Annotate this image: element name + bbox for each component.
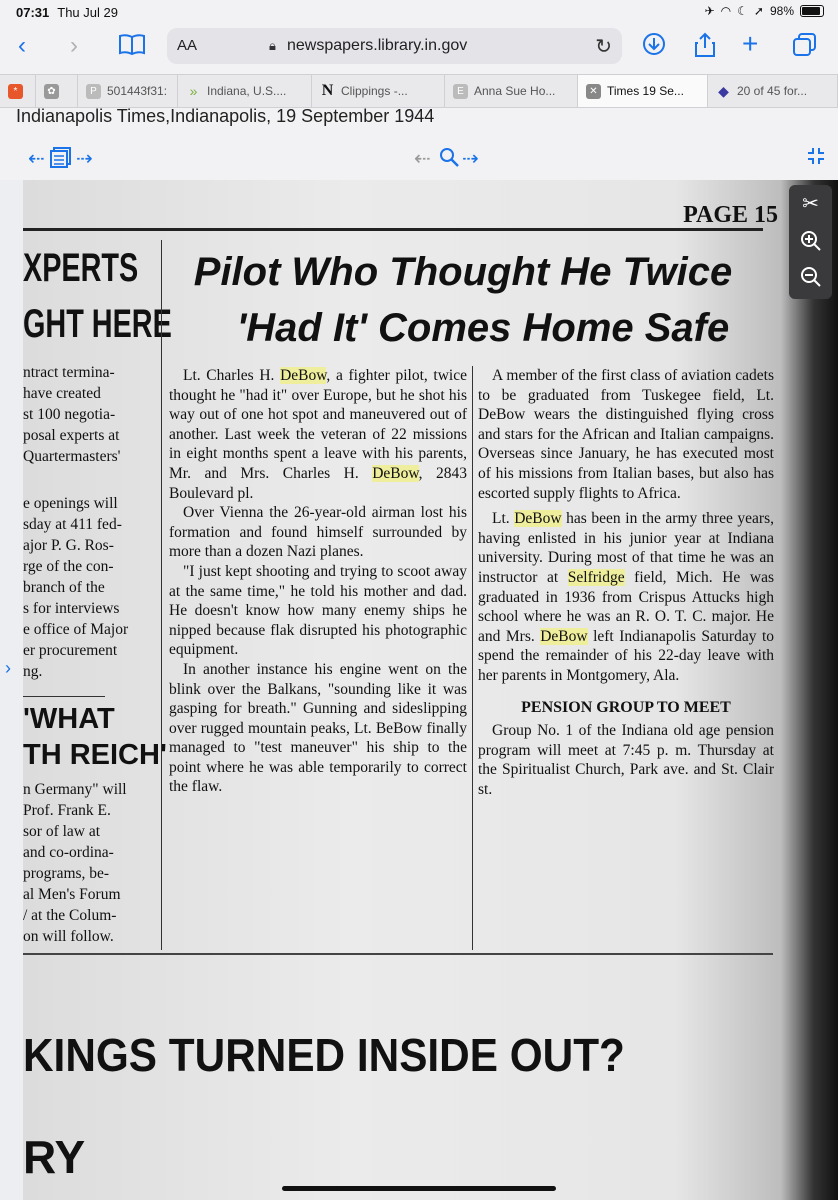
left-text-line: Quartermasters' (23, 448, 121, 465)
tab-label: Times 19 Se... (607, 84, 684, 98)
tab-overview-icon[interactable] (792, 32, 818, 65)
tab-8[interactable] (708, 75, 838, 107)
article-paragraph: A member of the first class of aviation cadets to be graduated from Tuskegee field, Lt. DeBow wears the distinguished flying cross and stars for the African and Italian campaigns. Overseas since January, he has executed most of his missions from Italian bases, but also has escorted supply flights to Africa. (478, 367, 774, 502)
viewer-zoom-tools (789, 185, 832, 299)
reader-aa-button[interactable]: AA (177, 37, 198, 54)
tab-favicon-icon: * (8, 84, 23, 99)
newspaper-page-viewer[interactable] (23, 180, 838, 1200)
tab-1[interactable] (0, 75, 36, 107)
tab-label: 501443f31: (107, 84, 168, 98)
pension-subhead: PENSION GROUP TO MEET (521, 698, 731, 716)
next-issue-arrow-icon[interactable]: ⇢ (76, 148, 93, 170)
tab-favicon-icon: N (321, 82, 334, 99)
left-subhead-1: 'WHAT (23, 703, 115, 735)
left-column-article (23, 240, 172, 947)
article-paragraph: Lt. DeBow has been in the army three years, having enlisted in his junior year at Indiana university. During most of that time he was an instructor at Selfridge field, Mich. He was graduated in 1936 from Crispus Attucks high school where he was an R. O. T. C. major. He and Mrs. DeBow left Indianapolis Saturday to spend the remainder of his 22-day leave with her parents in Montgomery, Ala. (478, 510, 775, 684)
moon-icon: ☾ (737, 4, 748, 18)
back-arrow-icon[interactable]: ‹ (18, 32, 26, 59)
address-bar[interactable] (167, 28, 622, 64)
tab-label: Indiana, U.S.... (207, 84, 287, 98)
status-icons (705, 4, 824, 18)
tab-favicon-icon: E (453, 84, 468, 99)
tab-label: Anna Sue Ho... (474, 84, 556, 98)
left-text-line: programs, be- (23, 865, 110, 882)
left-text-line: Prof. Frank E. (23, 802, 111, 819)
wifi-icon: ◠ (720, 4, 732, 18)
left-text-line: and co-ordina- (23, 844, 114, 861)
left-text-line: st 100 negotia- (23, 406, 116, 423)
share-icon[interactable] (694, 32, 716, 65)
battery-icon (800, 5, 824, 17)
tab-favicon-icon: P (86, 84, 101, 99)
article-paragraph: Over Vienna the 26-year-old airman lost his formation and found himself surrounded by more than a dozen Nazi planes. (169, 504, 467, 561)
tab-strip (0, 74, 838, 108)
left-text-line: al Men's Forum (23, 886, 121, 903)
airplane-icon: ✈ (704, 4, 715, 18)
left-text-line: ajor P. G. Ros- (23, 537, 114, 554)
highlight-selfridge: Selfridge (567, 568, 625, 586)
page-search-icon[interactable] (438, 146, 460, 174)
highlight-debow: DeBow (540, 627, 588, 645)
top-rule (23, 228, 763, 231)
next-page-arrow-icon[interactable]: ⇢ (462, 148, 479, 170)
viewer-toolbar (0, 138, 838, 180)
left-text-line: n Germany" will (23, 781, 127, 798)
tab-favicon-icon: ◆ (718, 82, 729, 99)
column-rule-2 (472, 366, 473, 950)
article-paragraph: Group No. 1 of the Indiana old age pension program will meet at 7:45 p. m. Thursday at the Spiritualist Church, Park ave. and St. Clair st. (478, 722, 774, 798)
url-text[interactable]: newspapers.library.in.gov (287, 37, 468, 54)
issue-browse-icon[interactable] (50, 146, 72, 174)
article-column-1 (169, 366, 467, 797)
left-headline-2: GHT HERE (23, 302, 172, 346)
reload-icon[interactable]: ↻ (595, 36, 612, 58)
side-panel-toggle[interactable] (0, 180, 23, 1200)
tab-label: Clippings -... (341, 84, 408, 98)
highlight-debow: DeBow (514, 510, 562, 528)
left-text-line: / at the Colum- (23, 907, 117, 924)
left-headline-1: XPERTS (23, 246, 139, 290)
article-paragraph: Lt. Charles H. DeBow, a fighter pilot, twice thought he "had it" over Europe, but he shot his way out of one hot spot and maneuvered out of another. Last week the veteran of 22 missions in eight months spent a leave with his parents, Mr. and Mrs. Charles H. DeBow, 2843 Boulevard pl. (169, 367, 467, 502)
new-tab-plus-icon[interactable]: + (742, 28, 759, 59)
status-time: 07:31 Thu Jul 29 (16, 5, 118, 20)
scissors-clip-icon[interactable]: ✂ (802, 193, 819, 215)
left-text-line: sday at 411 fed- (23, 516, 122, 533)
chevron-right-icon[interactable]: › (5, 658, 11, 678)
article-paragraph: "I just kept shooting and trying to scoot away at the same time," he told his mother and dad. He doesn't know how many enemy ships he nipped because flak disrupted his photographic equipment. (169, 562, 467, 659)
left-text-line: have created (23, 385, 101, 402)
column-rule-1 (161, 240, 162, 950)
bookmarks-book-icon[interactable] (118, 32, 146, 62)
lock-icon: 🔒︎ (269, 38, 276, 53)
left-text-line: s for interviews (23, 600, 120, 617)
article-paragraph: In another instance his engine went on the blink over the Balkans, "sounding like it was gasping for breath." Gunning and sideslipping over rugged mountain peaks, Lt. BeBow finally managed to "test maneuver" his ship to the point where he was able temporarily to correct the flaw. (169, 660, 467, 796)
tab-7-active[interactable] (578, 75, 708, 107)
close-tab-icon[interactable]: ✕ (586, 84, 601, 99)
left-subhead-2: TH REICH' (23, 739, 167, 771)
tab-favicon-icon: ✿ (44, 84, 59, 99)
tab-3[interactable] (78, 75, 178, 107)
highlight-debow: DeBow (372, 464, 419, 482)
next-article-headline: KINGS TURNED INSIDE OUT? (23, 1029, 625, 1081)
bottom-rule (23, 953, 773, 955)
prev-issue-arrow-icon[interactable]: ⇠ (28, 148, 45, 170)
headline-line-2: 'Had It' Comes Home Safe (236, 306, 730, 350)
tab-6[interactable] (445, 75, 578, 107)
location-icon: ➚ (753, 4, 764, 18)
status-date: Thu Jul 29 (57, 5, 118, 20)
left-text-line: er procurement (23, 642, 118, 659)
left-text-line: ntract termina- (23, 364, 115, 381)
article-headline (163, 244, 763, 356)
zoom-in-icon[interactable] (789, 229, 832, 259)
prev-page-arrow-icon[interactable]: ⇠ (414, 148, 431, 170)
status-bar (0, 0, 838, 24)
left-text-line: rge of the con- (23, 558, 114, 575)
left-text-line: branch of the (23, 579, 105, 596)
collapse-fullscreen-icon[interactable] (806, 146, 826, 172)
headline-line-1: Pilot Who Thought He Twice (193, 250, 733, 294)
tab-4[interactable] (178, 75, 312, 107)
tab-2[interactable] (36, 75, 78, 107)
tab-label: 20 of 45 for... (737, 84, 808, 98)
page-title: Indianapolis Times,Indianapolis, 19 September 1944 (16, 106, 435, 126)
zoom-out-icon[interactable] (789, 265, 832, 295)
tab-favicon-icon: » (189, 83, 198, 99)
forward-arrow-icon[interactable]: › (70, 32, 78, 59)
left-text-line: e openings will (23, 495, 118, 512)
next-article-fragment: RY (23, 1131, 86, 1183)
home-indicator[interactable] (282, 1186, 556, 1191)
left-text-line: ng. (23, 663, 43, 680)
download-icon[interactable] (642, 32, 666, 62)
battery-percent: 98% (769, 4, 794, 18)
left-text-line: sor of law at (23, 823, 101, 840)
browser-toolbar (0, 24, 838, 72)
highlight-debow: DeBow (280, 367, 327, 384)
left-text-line: e office of Major (23, 621, 129, 638)
tab-5[interactable] (312, 75, 445, 107)
left-text-line: posal experts at (23, 427, 120, 444)
left-text-line: on will follow. (23, 928, 114, 945)
page-number: PAGE 15 (683, 202, 778, 228)
article-column-2 (478, 366, 774, 799)
